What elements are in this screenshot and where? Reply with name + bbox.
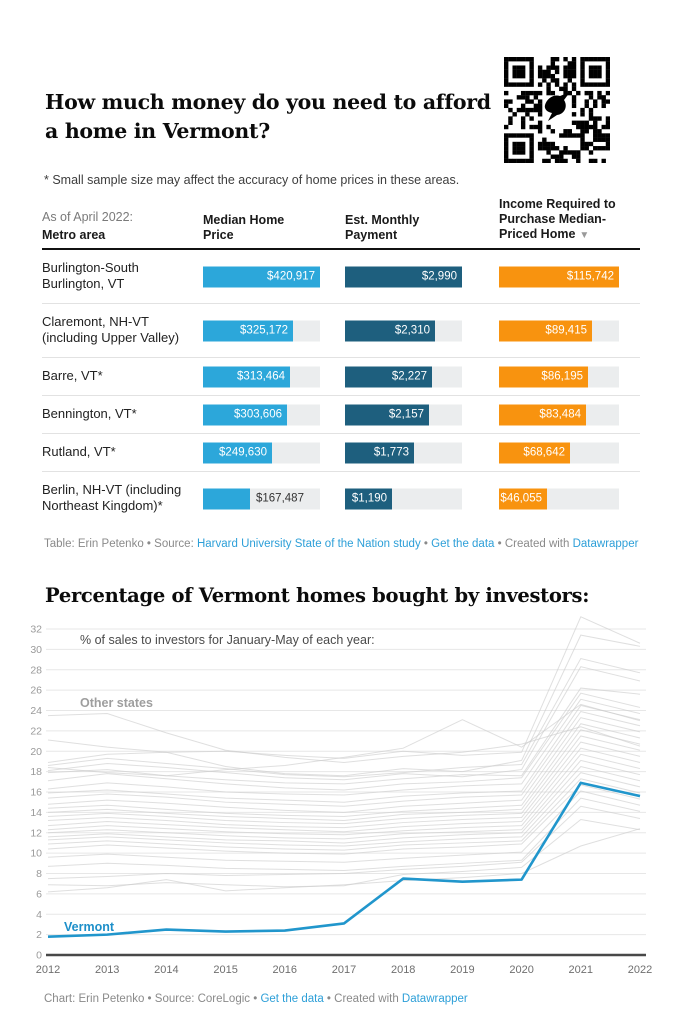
credit-text: • Created with [494, 538, 573, 550]
income-required-bar-cell [499, 404, 619, 425]
median-price-bar [203, 488, 250, 509]
y-tick-label: 18 [30, 766, 42, 779]
metro-area-label: Berlin, NH-VT (including Northeast Kingdom)* [42, 482, 182, 513]
monthly-payment-bar-cell [345, 404, 462, 425]
metro-area-label: Rutland, VT* [42, 444, 116, 459]
other-states-label: Other states [80, 696, 153, 710]
chart-title: Percentage of Vermont homes bought by investors: [45, 584, 590, 607]
bar-value-label: $46,055 [500, 492, 542, 504]
header-metro-area[interactable]: As of April 2022: Metro area [42, 210, 192, 243]
bar-value-label: $2,990 [421, 270, 457, 282]
credit-text: Table: Erin Petenko • Source: [44, 538, 197, 550]
credit-text: Chart: Erin Petenko • Source: CoreLogic • [44, 993, 261, 1005]
x-tick-label: 2018 [390, 964, 416, 976]
table-row [42, 250, 640, 304]
monthly-payment-bar-cell [345, 266, 462, 287]
x-tick-label: 2012 [35, 964, 61, 976]
bar-value-label: $115,742 [566, 270, 614, 282]
x-tick-label: 2017 [331, 964, 357, 976]
table-row [42, 472, 640, 525]
y-tick-label: 6 [36, 888, 42, 901]
median-price-bar-cell [203, 320, 320, 341]
metro-area-label: Barre, VT* [42, 368, 103, 383]
table-row [42, 434, 640, 472]
bar-value-label: $86,195 [541, 370, 583, 382]
metro-area-label: Bennington, VT* [42, 406, 137, 421]
metro-area-label: Burlington-South Burlington, VT [42, 260, 139, 291]
y-tick-label: 0 [36, 949, 42, 962]
qr-code-graphic [504, 57, 610, 163]
credit-text: • Created with [323, 993, 402, 1005]
median-price-bar-cell [203, 266, 320, 287]
bar-value-label: $1,773 [373, 446, 409, 458]
y-tick-label: 4 [36, 908, 42, 921]
header-income-required[interactable]: Income Required to Purchase Median-Priced Home ▼ [499, 197, 616, 241]
table-credit-line [44, 538, 683, 550]
y-tick-label: 10 [30, 847, 42, 860]
sample-size-note: * Small sample size may affect the accuracy of home prices in these areas. [44, 173, 460, 187]
median-price-bar-cell [203, 404, 320, 425]
monthly-payment-bar-cell [345, 366, 462, 387]
median-price-bar-cell [203, 366, 320, 387]
credit-link[interactable]: Get the data [431, 538, 495, 550]
table-title-line1: How much money do you need to afford [45, 90, 491, 114]
income-required-bar-cell [499, 266, 619, 287]
header-median-price[interactable]: Median Home Price [203, 213, 285, 242]
sort-descending-icon[interactable]: ▼ [579, 230, 590, 241]
table-row [42, 358, 640, 396]
table-row [42, 396, 640, 434]
credit-link[interactable]: Datawrapper [401, 993, 468, 1005]
bar-value-label: $89,415 [545, 324, 587, 336]
bar-value-label: $68,642 [523, 446, 565, 458]
x-tick-label: 2014 [154, 964, 179, 976]
y-tick-label: 28 [30, 664, 42, 677]
bar-value-label: $313,464 [237, 370, 285, 382]
table-header [42, 196, 640, 248]
income-required-bar-cell [499, 320, 619, 341]
chart-credit-line [44, 993, 683, 1005]
table-title-line2: a home in Vermont? [45, 119, 270, 143]
credit-link[interactable]: Harvard University State of the Nation study [196, 538, 421, 550]
bar-value-label: $1,190 [351, 492, 387, 504]
y-tick-label: 14 [30, 806, 42, 819]
x-tick-label: 2015 [213, 964, 238, 976]
y-tick-label: 16 [30, 786, 42, 799]
income-required-bar-cell [499, 488, 619, 509]
y-tick-label: 22 [30, 725, 42, 738]
y-tick-label: 20 [30, 745, 42, 758]
y-tick-label: 32 [30, 623, 42, 636]
y-tick-label: 8 [36, 868, 42, 880]
metro-area-label: Claremont, NH-VT (including Upper Valley) [42, 314, 180, 345]
income-required-bar-cell [499, 366, 619, 387]
bar-value-label: $303,606 [234, 408, 282, 420]
credit-link[interactable]: Datawrapper [572, 538, 639, 550]
other-state-line [48, 714, 640, 763]
other-state-line [48, 699, 640, 795]
median-price-bar-cell [203, 488, 320, 509]
bar-value-label: $2,227 [391, 370, 427, 382]
x-tick-label: 2016 [272, 964, 298, 976]
y-tick-label: 2 [36, 929, 42, 942]
x-tick-label: 2020 [509, 964, 534, 976]
bar-value-label: $325,172 [240, 324, 288, 336]
x-tick-label: 2013 [94, 964, 120, 976]
x-tick-label: 2019 [450, 964, 475, 976]
vermont-series-label: Vermont [64, 920, 115, 934]
monthly-payment-bar-cell [345, 320, 462, 341]
y-tick-label: 30 [30, 643, 42, 656]
bar-value-label: $83,484 [539, 408, 581, 420]
bar-value-label: $2,157 [388, 408, 424, 420]
table-row [42, 304, 640, 358]
credit-text: • [420, 538, 432, 550]
bar-value-label: $167,487 [256, 492, 304, 504]
header-monthly-payment[interactable]: Est. Monthly Payment [345, 213, 420, 242]
as-of-date: As of April 2022: [42, 210, 134, 224]
x-tick-label: 2021 [568, 964, 594, 976]
chart-annotation: % of sales to investors for January-May of each year: [80, 633, 375, 647]
vtdigger-bird-logo [545, 92, 570, 121]
monthly-payment-bar-cell [345, 488, 462, 509]
qr-code [504, 57, 610, 163]
credit-link[interactable]: Get the data [260, 993, 324, 1005]
median-price-bar-cell [203, 442, 320, 463]
bar-value-label: $249,630 [219, 446, 267, 458]
income-required-bar-cell [499, 442, 619, 463]
x-tick-label: 2022 [627, 964, 653, 976]
y-tick-label: 12 [30, 827, 42, 840]
bar-value-label: $420,917 [267, 270, 315, 282]
y-tick-label: 26 [30, 684, 42, 697]
y-tick-label: 24 [30, 705, 42, 717]
monthly-payment-bar-cell [345, 442, 462, 463]
bar-value-label: $2,310 [394, 324, 430, 336]
investor-share-chart [0, 611, 683, 987]
investor-chart-section [0, 550, 683, 1005]
table-body [42, 250, 640, 525]
